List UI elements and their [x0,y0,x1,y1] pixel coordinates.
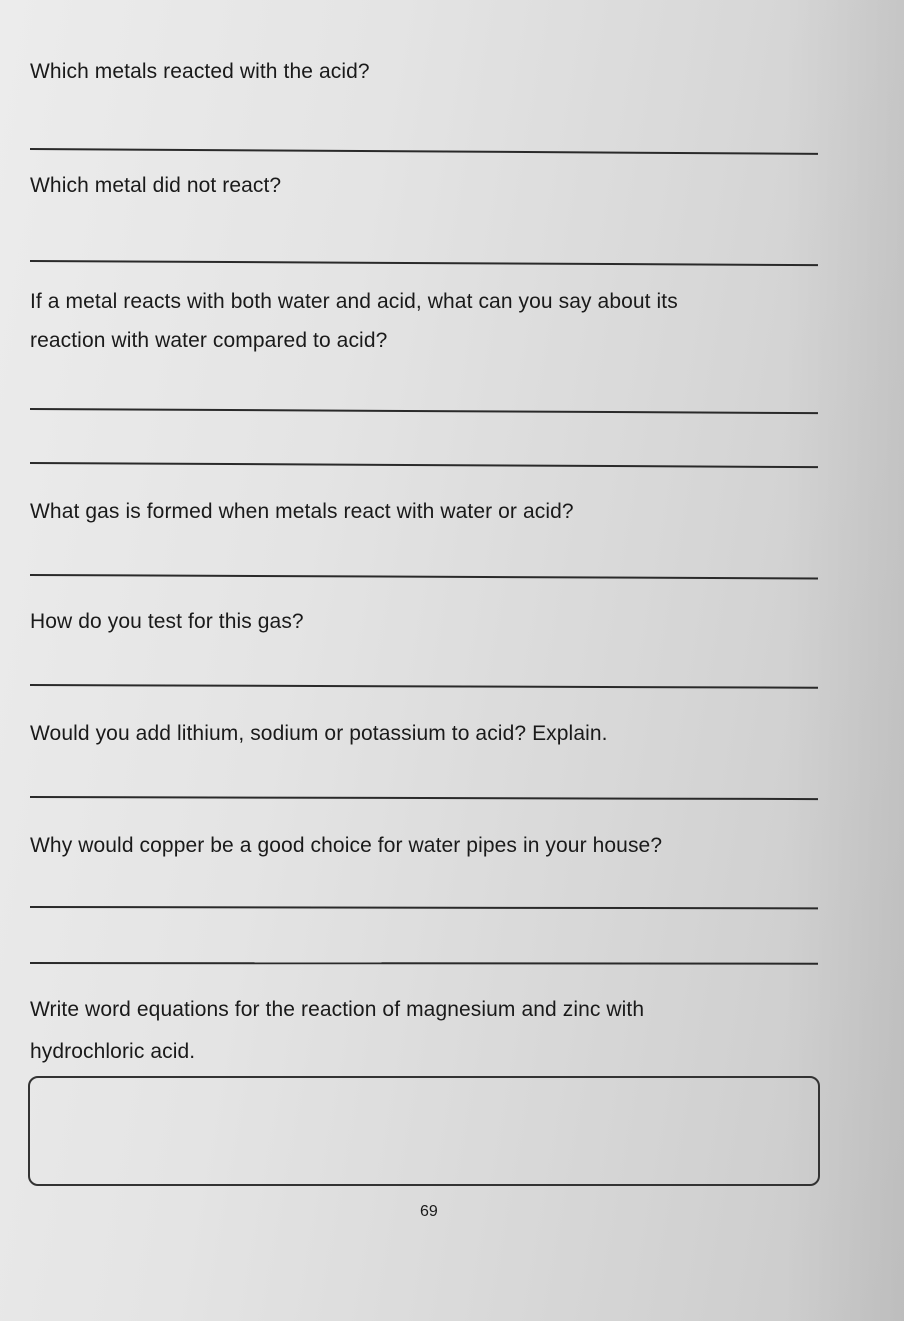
answer-line-q1[interactable] [30,148,818,155]
answer-line-q5[interactable] [30,684,818,689]
question-word-equations-line1: Write word equations for the reaction of magnesium and zinc with [30,998,645,1021]
question-copper-pipes: Why would copper be a good choice for water pipes in your house? [30,834,663,857]
question-test-gas: How do you test for this gas? [30,610,304,633]
answer-line-q4[interactable] [30,574,818,579]
question-water-vs-acid-line2: reaction with water compared to acid? [30,329,388,352]
answer-line-q7b[interactable] [30,962,818,965]
question-metals-reacted-acid: Which metals reacted with the acid? [30,60,370,83]
question-metal-not-react: Which metal did not react? [30,174,282,197]
answer-line-q6[interactable] [30,796,818,800]
answer-line-q3b[interactable] [30,462,818,468]
question-word-equations-line2: hydrochloric acid. [30,1040,196,1063]
answer-line-q2[interactable] [30,260,818,266]
page-number: 69 [420,1203,438,1220]
question-gas-formed: What gas is formed when metals react with water or acid? [30,500,574,523]
question-alkali-metals-acid: Would you add lithium, sodium or potassium to acid? Explain. [30,722,608,745]
answer-line-q7a[interactable] [30,906,818,909]
answer-line-q3a[interactable] [30,408,818,414]
word-equation-answer-box[interactable] [28,1076,820,1186]
question-water-vs-acid-line1: If a metal reacts with both water and acid, what can you say about its [30,290,678,313]
